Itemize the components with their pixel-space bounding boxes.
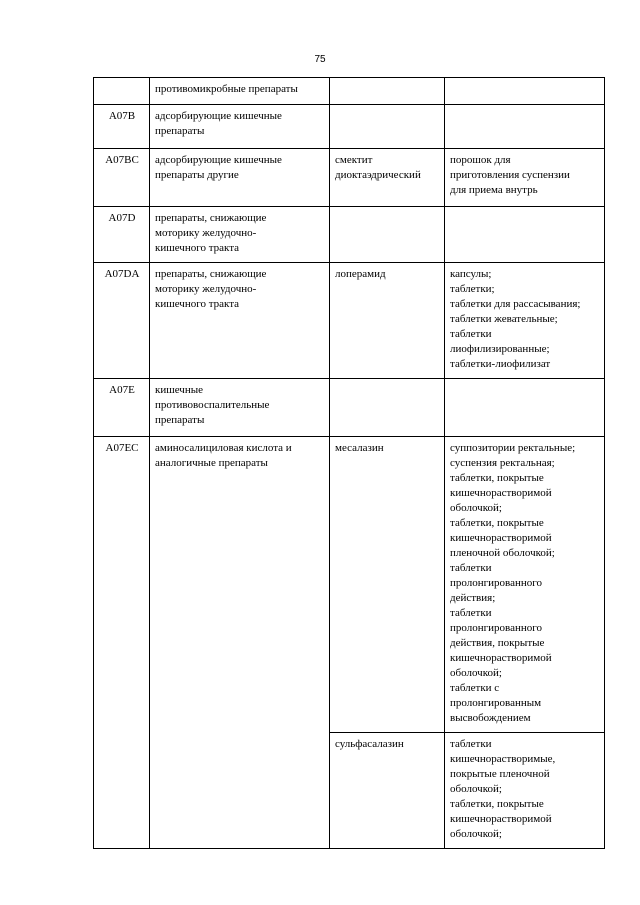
- cell-text-line: таблетки-лиофилизат: [450, 358, 551, 370]
- cell-text-line: таблетки: [450, 562, 492, 574]
- cell-text-line: кишечнорастворимые,: [450, 753, 556, 765]
- cell-text-line: адсорбирующие кишечные: [155, 110, 282, 122]
- cell-text: A07E: [109, 384, 135, 396]
- cell-text-line: оболочкой;: [450, 502, 502, 514]
- drug-name-cell: [330, 437, 445, 733]
- cell-text-line: пленочной оболочкой;: [450, 547, 555, 559]
- atc-code-cell: [94, 78, 150, 105]
- cell-text-line: пролонгированного: [450, 622, 542, 634]
- table-row: [94, 78, 605, 105]
- drug-name-cell: [330, 105, 445, 149]
- atc-code-cell: [94, 379, 150, 437]
- cell-text: A07DA: [104, 268, 140, 280]
- cell-text-line: моторику желудочно-: [155, 283, 257, 295]
- drug-name-cell: [330, 78, 445, 105]
- cell-text-line: препараты, снижающие: [155, 212, 267, 224]
- table-row: [94, 105, 605, 149]
- drug-name-cell: [330, 379, 445, 437]
- cell-text-line: сульфасалазин: [335, 738, 404, 750]
- cell-text: A07BC: [105, 154, 139, 166]
- cell-text-line: для приема внутрь: [450, 184, 538, 196]
- cell-text: A07B: [108, 110, 136, 122]
- atc-code-cell: [94, 105, 150, 149]
- table-row: [94, 149, 605, 207]
- cell-text: A07EC: [105, 442, 139, 454]
- cell-text-line: кишечные: [155, 384, 204, 396]
- cell-text-line: препараты: [155, 414, 205, 426]
- pharmacological-group-cell: [150, 78, 330, 105]
- pharmacological-group-cell: [150, 437, 330, 849]
- page-number: 75: [314, 54, 326, 65]
- pharmacological-group-cell: [150, 149, 330, 207]
- cell-text-line: порошок для: [450, 154, 511, 166]
- cell-text-line: кишечного тракта: [155, 298, 240, 310]
- dosage-form-cell: [445, 149, 605, 207]
- table-row: [94, 207, 605, 263]
- table-row: [94, 379, 605, 437]
- cell-text-line: таблетки с: [450, 682, 500, 694]
- cell-text-line: таблетки, покрытые: [450, 798, 544, 810]
- cell-text-line: смектит: [335, 154, 373, 166]
- cell-text-line: таблетки, покрытые: [450, 517, 544, 529]
- cell-text-line: таблетки: [450, 328, 492, 340]
- dosage-form-cell: [445, 379, 605, 437]
- cell-text-line: кишечнорастворимой: [450, 652, 552, 664]
- cell-text-line: оболочкой;: [450, 828, 502, 840]
- dosage-form-cell: [445, 78, 605, 105]
- cell-text-line: противовоспалительные: [155, 399, 270, 411]
- dosage-form-cell: [445, 437, 605, 733]
- cell-text-line: моторику желудочно-: [155, 227, 257, 239]
- table-row: [94, 437, 605, 733]
- dosage-form-cell: [445, 207, 605, 263]
- cell-text-line: таблетки, покрытые: [450, 472, 544, 484]
- cell-text-line: противомикробные препараты: [155, 83, 298, 95]
- cell-text-line: действия, покрытые: [450, 637, 545, 649]
- cell-text-line: пролонгированным: [450, 697, 542, 709]
- atc-code-cell: [94, 263, 150, 379]
- cell-text-line: суппозитории ректальные;: [450, 442, 576, 454]
- drug-name-cell: [330, 207, 445, 263]
- cell-text-line: таблетки;: [450, 283, 495, 295]
- cell-text-line: месалазин: [335, 442, 384, 454]
- drug-table: [93, 77, 605, 849]
- cell-text-line: препараты другие: [155, 169, 239, 181]
- atc-code-cell: [94, 437, 150, 849]
- cell-text-line: приготовления суспензии: [450, 169, 570, 181]
- cell-text-line: оболочкой;: [450, 667, 502, 679]
- cell-text-line: кишечнорастворимой: [450, 487, 552, 499]
- cell-text-line: аналогичные препараты: [155, 457, 268, 469]
- cell-text-line: оболочкой;: [450, 783, 502, 795]
- cell-text-line: высвобождением: [450, 712, 531, 724]
- pharmacological-group-cell: [150, 379, 330, 437]
- cell-text-line: лиофилизированные;: [450, 343, 550, 355]
- cell-text-line: препараты: [155, 125, 205, 137]
- drug-name-cell: [330, 263, 445, 379]
- cell-text-line: адсорбирующие кишечные: [155, 154, 282, 166]
- cell-text-line: препараты, снижающие: [155, 268, 267, 280]
- cell-text-line: кишечнорастворимой: [450, 532, 552, 544]
- pharmacological-group-cell: [150, 105, 330, 149]
- table-row: [94, 263, 605, 379]
- pharmacological-group-cell: [150, 207, 330, 263]
- pharmacological-group-cell: [150, 263, 330, 379]
- cell-text-line: капсулы;: [450, 268, 492, 280]
- atc-code-cell: [94, 207, 150, 263]
- drug-name-cell: [330, 733, 445, 849]
- dosage-form-cell: [445, 733, 605, 849]
- cell-text-line: таблетки жевательные;: [450, 313, 558, 325]
- cell-text-line: кишечнорастворимой: [450, 813, 552, 825]
- dosage-form-cell: [445, 263, 605, 379]
- cell-text-line: таблетки: [450, 738, 492, 750]
- cell-text-line: таблетки для рассасывания;: [450, 298, 581, 310]
- cell-text-line: покрытые пленочной: [450, 768, 550, 780]
- cell-text-line: суспензия ректальная;: [450, 457, 555, 469]
- cell-text-line: кишечного тракта: [155, 242, 240, 254]
- cell-text-line: пролонгированного: [450, 577, 542, 589]
- dosage-form-cell: [445, 105, 605, 149]
- cell-text-line: диоктаэдрический: [335, 169, 421, 181]
- cell-text-line: аминосалициловая кислота и: [155, 442, 292, 454]
- drug-name-cell: [330, 149, 445, 207]
- cell-text-line: действия;: [450, 592, 496, 604]
- cell-text: A07D: [108, 212, 136, 224]
- atc-code-cell: [94, 149, 150, 207]
- cell-text-line: лоперамид: [335, 268, 386, 280]
- cell-text-line: таблетки: [450, 607, 492, 619]
